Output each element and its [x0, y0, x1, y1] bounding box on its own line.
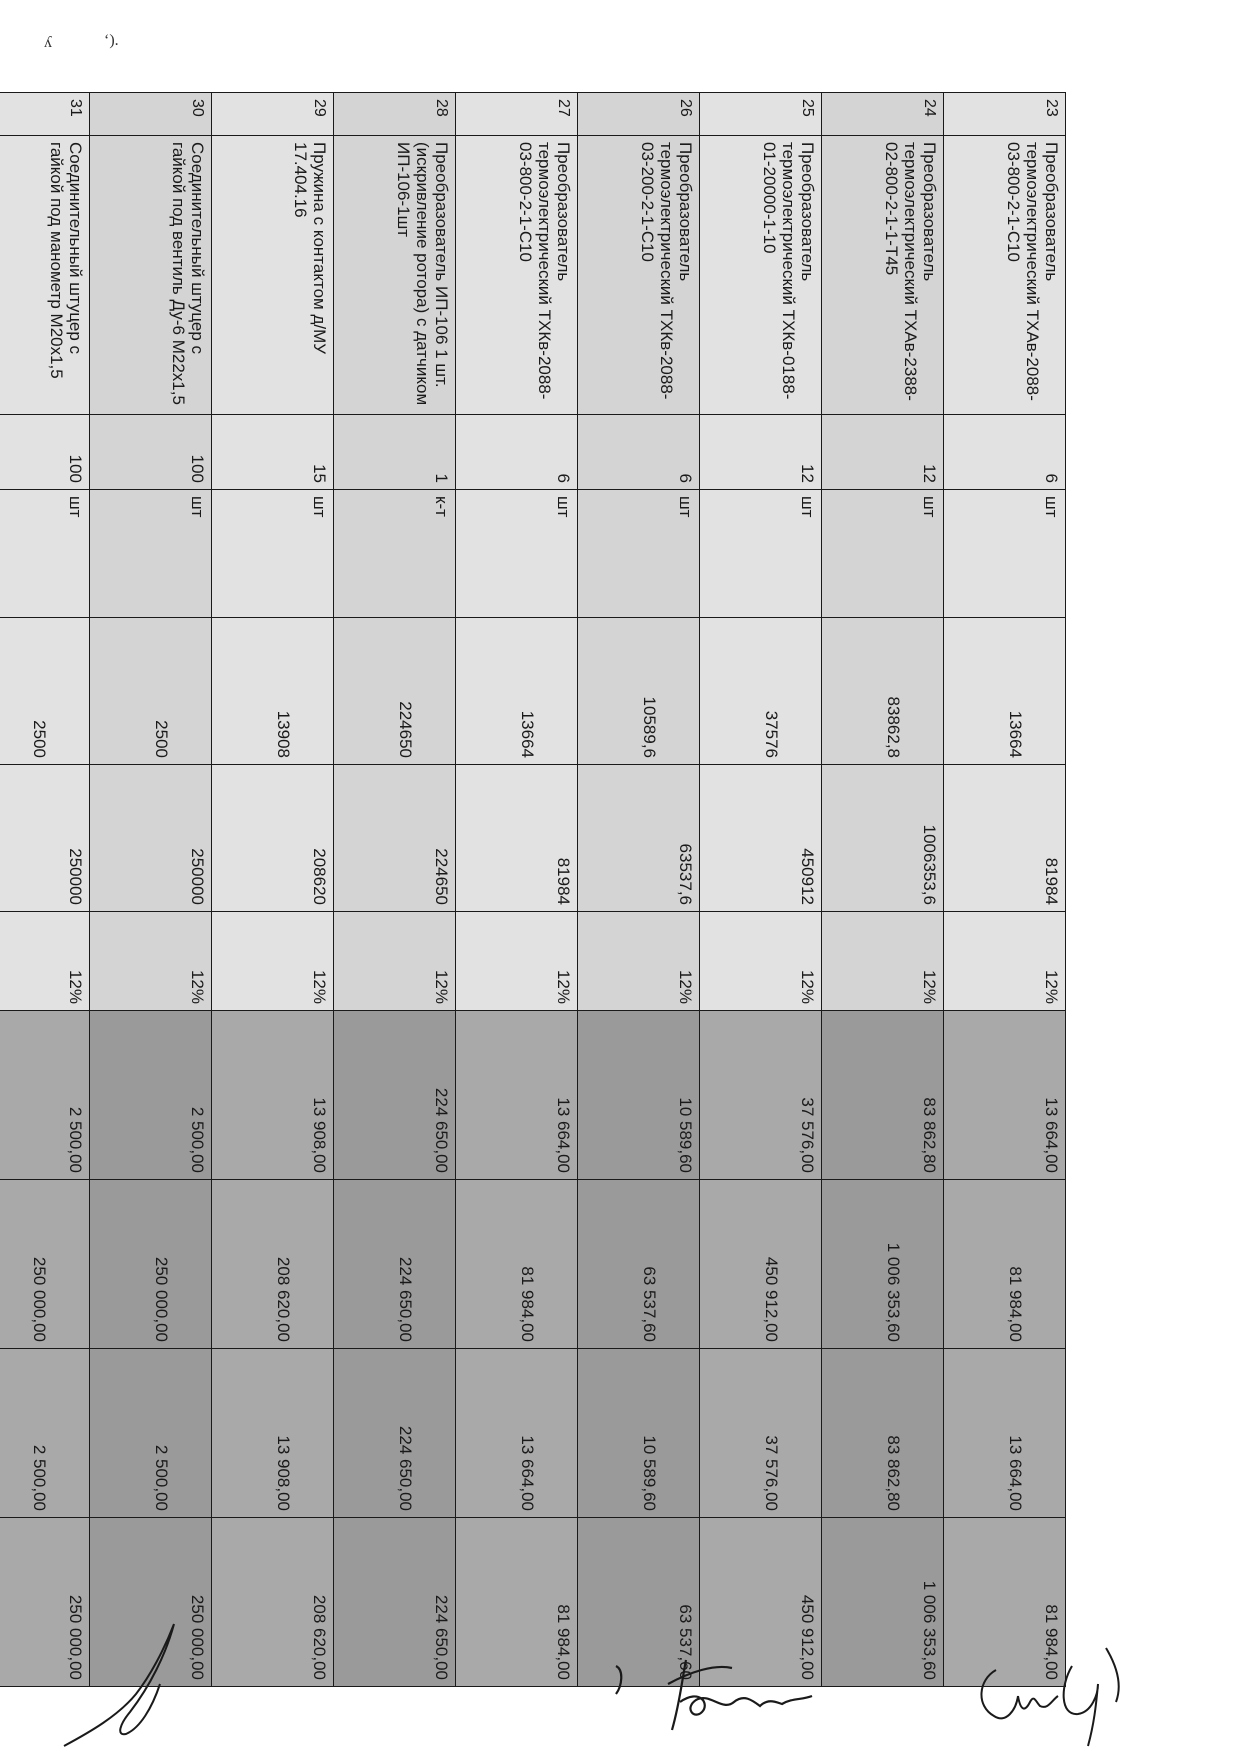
unit-price-final-cell: 224 650,00	[334, 1349, 456, 1518]
table-row	[456, 93, 578, 1687]
table-row	[700, 93, 822, 1687]
quantity-cell: 15	[212, 415, 334, 490]
item-name-cell: Преобразователь термоэлектрический ТХКв-2088-03-200-2-1-С10	[578, 136, 700, 415]
vat-rate-cell: 12%	[822, 912, 944, 1011]
row-number-cell: 28	[334, 93, 456, 136]
row-number-cell: 31	[0, 93, 90, 136]
row-number-cell: 27	[456, 93, 578, 136]
unit-price-final-cell: 2 500,00	[0, 1349, 90, 1518]
rotated-table-wrapper	[30, 92, 1066, 1680]
table-row	[212, 93, 334, 1687]
line-total-vat-cell: 250 000,00	[0, 1180, 90, 1349]
unit-price-final-cell: 13 664,00	[944, 1349, 1066, 1518]
unit-cell: шт	[0, 490, 90, 618]
unit-price-vat-cell: 224 650,00	[334, 1011, 456, 1180]
quantity-cell: 12	[822, 415, 944, 490]
row-number-cell: 25	[700, 93, 822, 136]
line-total-final-cell: 81 984,00	[944, 1518, 1066, 1687]
vat-rate-cell: 12%	[0, 912, 90, 1011]
row-number-cell: 24	[822, 93, 944, 136]
unit-cell: шт	[456, 490, 578, 618]
items-table-body	[0, 93, 1066, 1687]
unit-cell: к-т	[334, 490, 456, 618]
row-number-cell: 23	[944, 93, 1066, 136]
row-number-cell: 29	[212, 93, 334, 136]
table-row	[944, 93, 1066, 1687]
unit-price-vat-cell: 13 664,00	[456, 1011, 578, 1180]
vat-rate-cell: 12%	[944, 912, 1066, 1011]
line-total-final-cell: 250 000,00	[90, 1518, 212, 1687]
line-total-vat-cell: 81 984,00	[944, 1180, 1066, 1349]
quantity-cell: 6	[944, 415, 1066, 490]
line-total-cell: 81984	[456, 765, 578, 912]
item-name-cell: Пружина с контактом д/МУ 17.404.16	[212, 136, 334, 415]
unit-price-final-cell: 37 576,00	[700, 1349, 822, 1518]
table-row	[0, 93, 90, 1687]
signature-right	[968, 1640, 1138, 1750]
vat-rate-cell: 12%	[334, 912, 456, 1011]
line-total-cell: 224650	[334, 765, 456, 912]
item-name-cell: Соединительный штуцер с гайкой под вентиль Ду-6 М22х1,5	[90, 136, 212, 415]
line-total-cell: 81984	[944, 765, 1066, 912]
quantity-cell: 1	[334, 415, 456, 490]
quantity-cell: 6	[456, 415, 578, 490]
unit-price-final-cell: 13 664,00	[456, 1349, 578, 1518]
line-total-cell: 208620	[212, 765, 334, 912]
unit-cell: шт	[700, 490, 822, 618]
line-total-final-cell: 63 537,60	[578, 1518, 700, 1687]
unit-price-cell: 224650	[334, 618, 456, 765]
table-row	[822, 93, 944, 1687]
table-row	[90, 93, 212, 1687]
unit-price-vat-cell: 2 500,00	[0, 1011, 90, 1180]
row-number-cell: 30	[90, 93, 212, 136]
unit-price-cell: 10589,6	[578, 618, 700, 765]
unit-price-cell: 2500	[0, 618, 90, 765]
line-total-vat-cell: 450 912,00	[700, 1180, 822, 1349]
item-name-cell: Преобразователь термоэлектрический ТХАв-2388-02-800-2-1-1-Т45	[822, 136, 944, 415]
line-total-vat-cell: 250 000,00	[90, 1180, 212, 1349]
unit-price-cell: 37576	[700, 618, 822, 765]
line-total-final-cell: 224 650,00	[334, 1518, 456, 1687]
scan-mark-right: ʻ).	[104, 32, 119, 49]
vat-rate-cell: 12%	[212, 912, 334, 1011]
unit-price-final-cell: 2 500,00	[90, 1349, 212, 1518]
line-total-cell: 450912	[700, 765, 822, 912]
unit-price-cell: 83862,8	[822, 618, 944, 765]
line-total-cell: 250000	[90, 765, 212, 912]
table-row	[334, 93, 456, 1687]
quantity-cell: 12	[700, 415, 822, 490]
unit-price-vat-cell: 13 664,00	[944, 1011, 1066, 1180]
line-total-cell: 1006353,6	[822, 765, 944, 912]
quantity-cell: 100	[0, 415, 90, 490]
unit-price-cell: 13664	[944, 618, 1066, 765]
vat-rate-cell: 12%	[700, 912, 822, 1011]
unit-cell: шт	[578, 490, 700, 618]
unit-price-cell: 13908	[212, 618, 334, 765]
unit-price-final-cell: 10 589,60	[578, 1349, 700, 1518]
line-total-vat-cell: 224 650,00	[334, 1180, 456, 1349]
line-total-final-cell: 1 006 353,60	[822, 1518, 944, 1687]
unit-cell: шт	[212, 490, 334, 618]
unit-price-cell: 2500	[90, 618, 212, 765]
document-sheet	[30, 92, 1066, 1680]
item-name-cell: Соединительный штуцер с гайкой под манометр М20х1,5	[0, 136, 90, 415]
line-total-final-cell: 81 984,00	[456, 1518, 578, 1687]
vat-rate-cell: 12%	[90, 912, 212, 1011]
items-table	[0, 92, 1066, 1687]
line-total-final-cell: 450 912,00	[700, 1518, 822, 1687]
table-row	[578, 93, 700, 1687]
quantity-cell: 6	[578, 415, 700, 490]
unit-price-vat-cell: 10 589,60	[578, 1011, 700, 1180]
line-total-final-cell: 250 000,00	[0, 1518, 90, 1687]
unit-price-vat-cell: 13 908,00	[212, 1011, 334, 1180]
item-name-cell: Преобразователь термоэлектрический ТХАв-2088-03-800-2-1-С10	[944, 136, 1066, 415]
unit-price-final-cell: 83 862,80	[822, 1349, 944, 1518]
row-number-cell: 26	[578, 93, 700, 136]
unit-cell: шт	[944, 490, 1066, 618]
line-total-vat-cell: 1 006 353,60	[822, 1180, 944, 1349]
vat-rate-cell: 12%	[578, 912, 700, 1011]
unit-price-vat-cell: 83 862,80	[822, 1011, 944, 1180]
unit-cell: шт	[822, 490, 944, 618]
vat-rate-cell: 12%	[456, 912, 578, 1011]
item-name-cell: Преобразователь термоэлектрический ТХКв-0188-01-20000-1-10	[700, 136, 822, 415]
unit-price-cell: 13664	[456, 618, 578, 765]
item-name-cell: Преобразователь термоэлектрический ТХКв-2088-03-800-2-1-С10	[456, 136, 578, 415]
scan-mark-left: ʎ	[44, 34, 52, 51]
line-total-cell: 250000	[0, 765, 90, 912]
signature-middle	[610, 1650, 820, 1740]
signature-left	[60, 1620, 200, 1750]
unit-cell: шт	[90, 490, 212, 618]
line-total-vat-cell: 208 620,00	[212, 1180, 334, 1349]
quantity-cell: 100	[90, 415, 212, 490]
item-name-cell: Преобразователь ИП-106 1 шт. (искривление ротора) с датчиком ИП-106-1шт	[334, 136, 456, 415]
unit-price-vat-cell: 2 500,00	[90, 1011, 212, 1180]
unit-price-final-cell: 13 908,00	[212, 1349, 334, 1518]
line-total-cell: 63537,6	[578, 765, 700, 912]
line-total-vat-cell: 63 537,60	[578, 1180, 700, 1349]
line-total-final-cell: 208 620,00	[212, 1518, 334, 1687]
unit-price-vat-cell: 37 576,00	[700, 1011, 822, 1180]
line-total-vat-cell: 81 984,00	[456, 1180, 578, 1349]
